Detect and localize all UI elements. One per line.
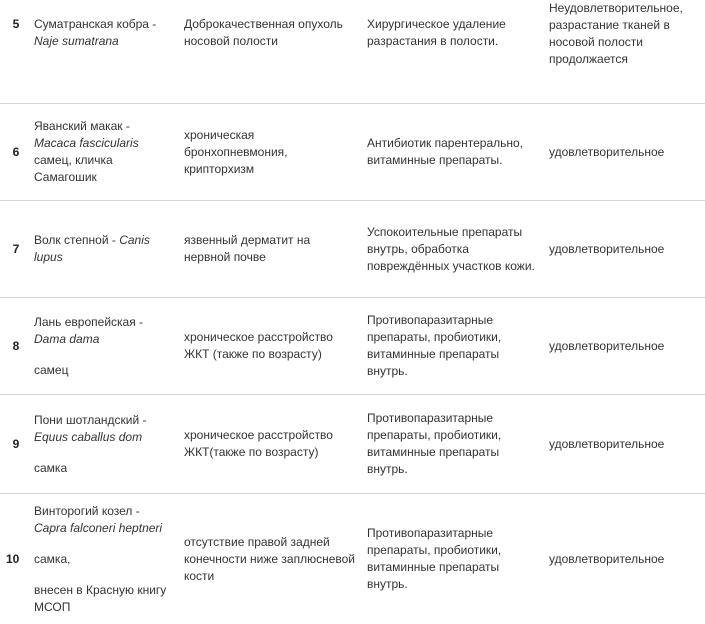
state-cell: удовлетворительное (543, 494, 705, 624)
animal-details: самка, (34, 551, 172, 568)
table-row (0, 0, 705, 104)
state-cell: удовлетворительное (543, 298, 705, 395)
row-number: 9 (0, 395, 28, 494)
animal-latin-name: Dama dama (34, 331, 172, 348)
table-row (0, 104, 705, 201)
treatment-cell: Успокоительные препараты внутрь, обработка повреждённых участков кожи. (361, 201, 543, 298)
animal-latin-name: Canis lupus (34, 233, 150, 264)
diagnosis-cell: хроническое расстройство ЖКТ(также по возрасту) (178, 395, 361, 494)
treatment-cell: Противопаразитарные препараты, пробиотики, витаминные препараты внутрь. (361, 298, 543, 395)
animal-cell (28, 395, 178, 494)
animal-cell (28, 0, 178, 104)
treatment-cell: Противопаразитарные препараты, пробиотики, витаминные препараты внутрь. (361, 395, 543, 494)
state-cell: Неудовлетворительное, разрастание тканей в носовой полости продолжается (543, 0, 705, 104)
animal-name: Винторогий козел - (34, 503, 172, 520)
animal-name: Пони шотландский - (34, 412, 172, 429)
animal-details: самец (34, 362, 172, 379)
row-number: 8 (0, 298, 28, 395)
state-cell: удовлетворительное (543, 395, 705, 494)
row-number: 6 (0, 104, 28, 201)
animal-details: самка (34, 460, 172, 477)
diagnosis-cell: отсутствие правой задней конечности ниже заплюсневой кости (178, 494, 361, 624)
treatment-cell: Антибиотик парентерально, витаминные препараты. (361, 104, 543, 201)
table-row (0, 298, 705, 395)
table-row (0, 395, 705, 494)
animal-latin-name: Equus caballus dom (34, 429, 172, 446)
animal-name: Лань европейская - (34, 314, 172, 331)
table-row (0, 494, 705, 624)
animal-name: Яванский макак - (34, 118, 172, 135)
animal-status-note: внесен в Красную книгу МСОП (34, 582, 172, 616)
animal-cell (28, 201, 178, 298)
treatment-cell: Противопаразитарные препараты, пробиотики, витаминные препараты внутрь. (361, 494, 543, 624)
animal-details: самец, кличка Самагошик (34, 152, 172, 186)
row-number: 5 (0, 0, 28, 104)
animal-latin-name: Capra falconeri heptneri (34, 520, 172, 537)
row-number: 7 (0, 201, 28, 298)
treatment-cell: Хирургическое удаление разрастания в полости. (361, 0, 543, 104)
animal-cell (28, 494, 178, 624)
diagnosis-cell: язвенный дерматит на нервной почве (178, 201, 361, 298)
animal-latin-name: Naje sumatrana (34, 33, 172, 50)
animal-cell (28, 104, 178, 201)
animal-latin-name: Macaca fascicularis (34, 135, 172, 152)
diagnosis-cell: хроническая бронхопневмония, крипторхизм (178, 104, 361, 201)
state-cell: удовлетворительное (543, 104, 705, 201)
animal-name: Суматранская кобра - (34, 16, 172, 33)
diagnosis-cell: хроническое расстройство ЖКТ (также по возрасту) (178, 298, 361, 395)
diagnosis-cell: Доброкачественная опухоль носовой полости (178, 0, 361, 104)
table-row (0, 201, 705, 298)
row-number: 10 (0, 494, 28, 624)
state-cell: удовлетворительное (543, 201, 705, 298)
animal-cell (28, 298, 178, 395)
animal-name: Волк степной - (34, 233, 116, 247)
